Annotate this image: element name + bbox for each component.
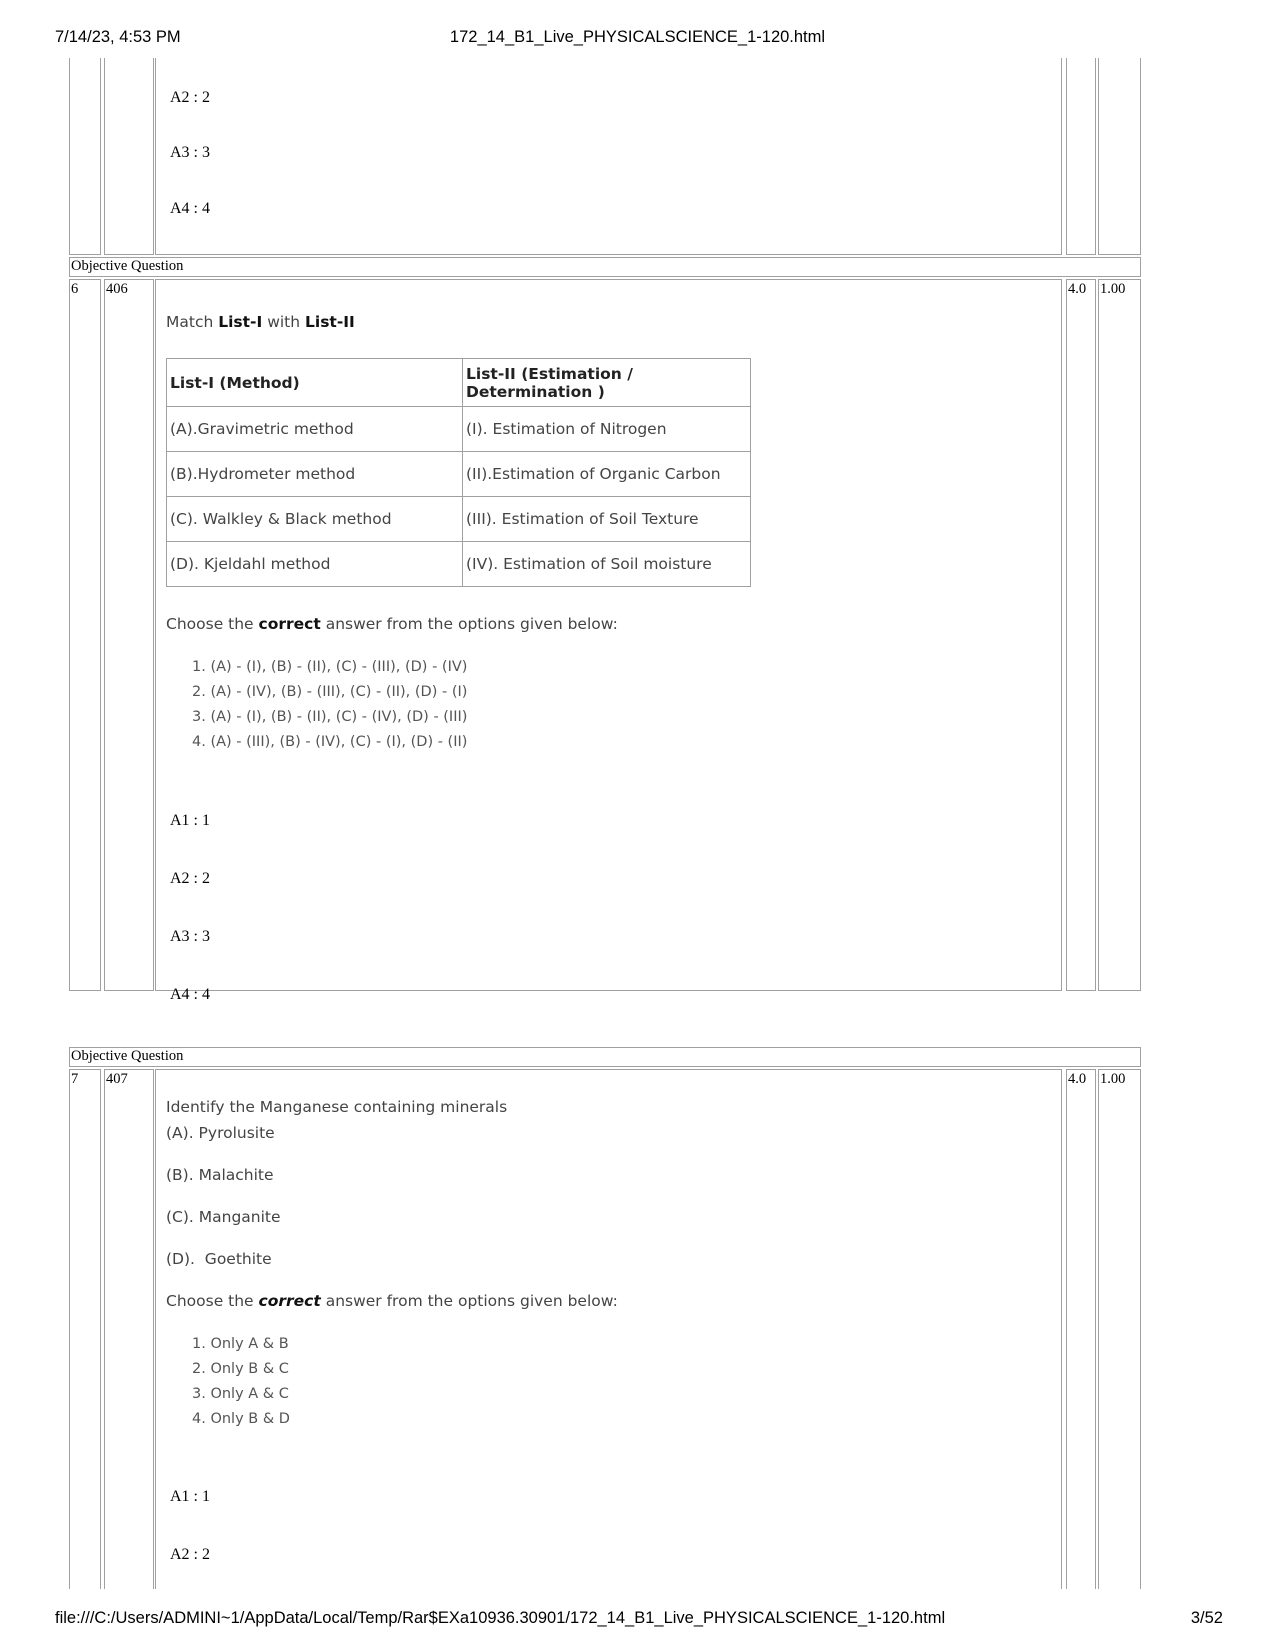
q7-option-1: 1. Only A & B: [192, 1336, 289, 1352]
q7-option-4: 4. Only B & D: [192, 1411, 290, 1427]
q6-option-1: 1. (A) - (I), (B) - (II), (C) - (III), (D) - (IV): [192, 659, 468, 675]
q7-answer-2: A2 : 2: [170, 1546, 210, 1563]
prev-answer-4: A4 : 4: [170, 200, 210, 217]
q6-row-d-method: (D). Kjeldahl method: [167, 542, 463, 587]
q6-option-3: 3. (A) - (I), (B) - (II), (C) - (IV), (D) - (III): [192, 709, 468, 725]
q7-marks-cell: [1066, 1069, 1096, 1589]
q6-table-head-1: List-I (Method): [167, 359, 463, 407]
print-footer: [0, 1609, 1275, 1633]
q6-type-label: Objective Question: [71, 258, 184, 274]
q6-sno: 6: [71, 281, 79, 297]
q6-marks: 4.0: [1068, 281, 1087, 297]
q7-item-a: (A). Pyrolusite: [166, 1124, 275, 1142]
print-title: 172_14_B1_Live_PHYSICALSCIENCE_1-120.html: [449, 28, 826, 46]
q6-option-2: 2. (A) - (IV), (B) - (III), (C) - (II), (D) - (I): [192, 684, 468, 700]
q7-neg-cell: [1098, 1069, 1141, 1589]
q7-sno: 7: [71, 1071, 79, 1087]
q7-item-d: (D). Goethite: [166, 1250, 272, 1268]
q7-options: [192, 1332, 290, 1432]
q7-item-c: (C). Manganite: [166, 1208, 281, 1226]
q6-row-b-estimation: (II).Estimation of Organic Carbon: [463, 452, 751, 497]
q6-answer-3: A3 : 3: [170, 928, 210, 945]
q7-qid: 407: [106, 1071, 128, 1087]
q6-answer-2: A2 : 2: [170, 870, 210, 887]
q7-type-row: [69, 1047, 1141, 1067]
prev-sno-cell: [69, 58, 101, 255]
q7-option-2: 2. Only B & C: [192, 1361, 289, 1377]
prev-marks-cell: [1066, 58, 1096, 255]
q6-sno-cell: [69, 279, 101, 991]
q7-type-label: Objective Question: [71, 1048, 184, 1064]
q6-option-4: 4. (A) - (III), (B) - (IV), (C) - (I), (D) - (II): [192, 734, 468, 750]
prev-body-cell: [155, 58, 1062, 255]
q6-qid: 406: [106, 281, 128, 297]
q6-table-head-2: List-II (Estimation / Determination ): [463, 359, 751, 407]
q7-choose-text: Choose the correct answer from the options given below:: [166, 1292, 618, 1310]
q7-option-3: 3. Only A & C: [192, 1386, 289, 1402]
q6-qid-cell: [104, 279, 154, 991]
q7-marks: 4.0: [1068, 1071, 1087, 1087]
q6-row-c-method: (C). Walkley & Black method: [167, 497, 463, 542]
q7-prompt: Identify the Manganese containing minerals: [166, 1098, 508, 1116]
q7-body-cell: [155, 1069, 1062, 1589]
q6-row-c-estimation: (III). Estimation of Soil Texture: [463, 497, 751, 542]
print-file-path: file:///C:/Users/ADMINI~1/AppData/Local/Temp/Rar$EXa10936.30901/172_14_B1_Live_PHYSICALSCIENCE_1-120.html: [55, 1609, 946, 1627]
prev-neg-cell: [1098, 58, 1141, 255]
q6-answer-4: A4 : 4: [170, 986, 210, 1003]
q6-choose-text: Choose the correct answer from the options given below:: [166, 615, 618, 633]
print-page-number: 3/52: [1190, 1609, 1223, 1627]
q7-neg: 1.00: [1100, 1071, 1126, 1087]
prev-answer-3: A3 : 3: [170, 144, 210, 161]
q6-row-a-estimation: (I). Estimation of Nitrogen: [463, 407, 751, 452]
q7-answer-1: A1 : 1: [170, 1488, 210, 1505]
q7-qid-cell: [104, 1069, 154, 1589]
q6-neg-cell: [1098, 279, 1141, 991]
q6-row-b-method: (B).Hydrometer method: [167, 452, 463, 497]
print-datetime: 7/14/23, 4:53 PM: [55, 28, 181, 46]
prev-qid-cell: [104, 58, 154, 255]
table-row: [167, 497, 751, 542]
q6-prompt: Match List-I with List-II: [166, 313, 355, 331]
table-row: [167, 452, 751, 497]
q6-marks-cell: [1066, 279, 1096, 991]
table-row: [167, 542, 751, 587]
table-row: [167, 407, 751, 452]
q6-row-a-method: (A).Gravimetric method: [167, 407, 463, 452]
q7-sno-cell: [69, 1069, 101, 1589]
q6-neg: 1.00: [1100, 281, 1126, 297]
q6-match-table: [166, 358, 751, 587]
q6-options: [192, 655, 467, 755]
q6-row-d-estimation: (IV). Estimation of Soil moisture: [463, 542, 751, 587]
print-header: [0, 28, 1275, 52]
q6-answer-1: A1 : 1: [170, 812, 210, 829]
q7-item-b: (B). Malachite: [166, 1166, 274, 1184]
q6-type-row: [69, 257, 1141, 277]
prev-answer-2: A2 : 2: [170, 89, 210, 106]
